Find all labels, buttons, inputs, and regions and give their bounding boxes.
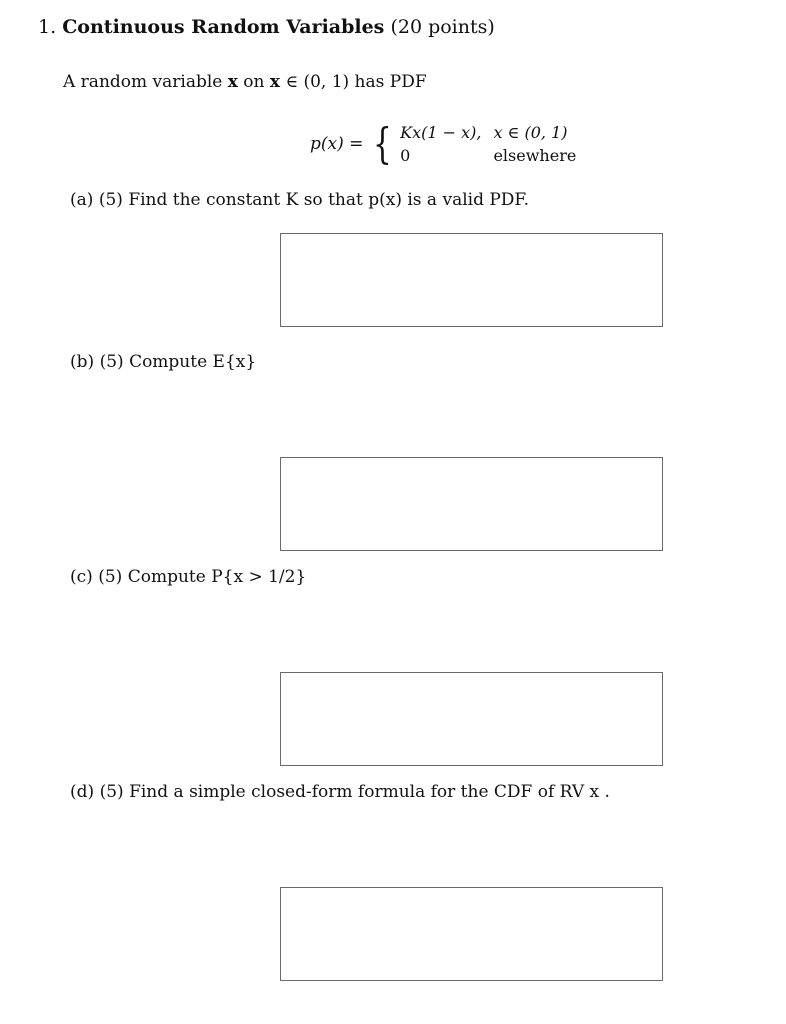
question-b-text: Compute E{x} [129, 352, 257, 372]
problem-heading: Continuous Random Variables [62, 16, 385, 38]
intro-domain: ∈ (0, 1) has PDF [280, 72, 427, 92]
answer-box-c[interactable] [280, 672, 663, 766]
question-c [70, 567, 306, 587]
question-b-label: (b) [70, 352, 95, 372]
question-c-label: (c) [70, 567, 93, 587]
question-a [70, 190, 529, 210]
answer-box-d[interactable] [280, 887, 663, 981]
formula-cases [400, 121, 576, 167]
intro-on: on [237, 72, 270, 92]
question-c-points: (5) [98, 567, 123, 587]
question-a-text: Find the constant K so that p(x) is a valid PDF. [128, 190, 529, 210]
question-a-label: (a) [70, 190, 94, 210]
intro-var2: x [269, 72, 281, 92]
pdf-formula [310, 121, 576, 167]
answer-box-b[interactable] [280, 457, 663, 551]
intro-var: x [227, 72, 238, 92]
problem-intro [63, 72, 427, 92]
intro-prefix: A random variable [63, 72, 228, 92]
question-d-text: Find a simple closed-form formula for the CDF of RV x . [129, 782, 610, 802]
formula-lhs: p(x) = [310, 134, 364, 154]
case1-cond: x ∈ (0, 1) [493, 123, 568, 142]
question-d-label: (d) [70, 782, 95, 802]
case2-cond: elsewhere [493, 146, 577, 165]
question-c-text: Compute P{x > 1/2} [127, 567, 307, 587]
case1-expr: Kx(1 − x), [400, 123, 482, 142]
answer-box-a[interactable] [280, 233, 663, 327]
case2-expr: 0 [400, 146, 411, 165]
question-d [70, 782, 610, 802]
question-b [70, 352, 256, 372]
question-b-points: (5) [99, 352, 124, 372]
problem-points: (20 points) [390, 16, 495, 38]
question-d-points: (5) [99, 782, 124, 802]
problem-title [38, 16, 495, 38]
formula-brace: { [373, 119, 393, 168]
problem-number: 1. [38, 16, 57, 38]
question-a-points: (5) [98, 190, 123, 210]
